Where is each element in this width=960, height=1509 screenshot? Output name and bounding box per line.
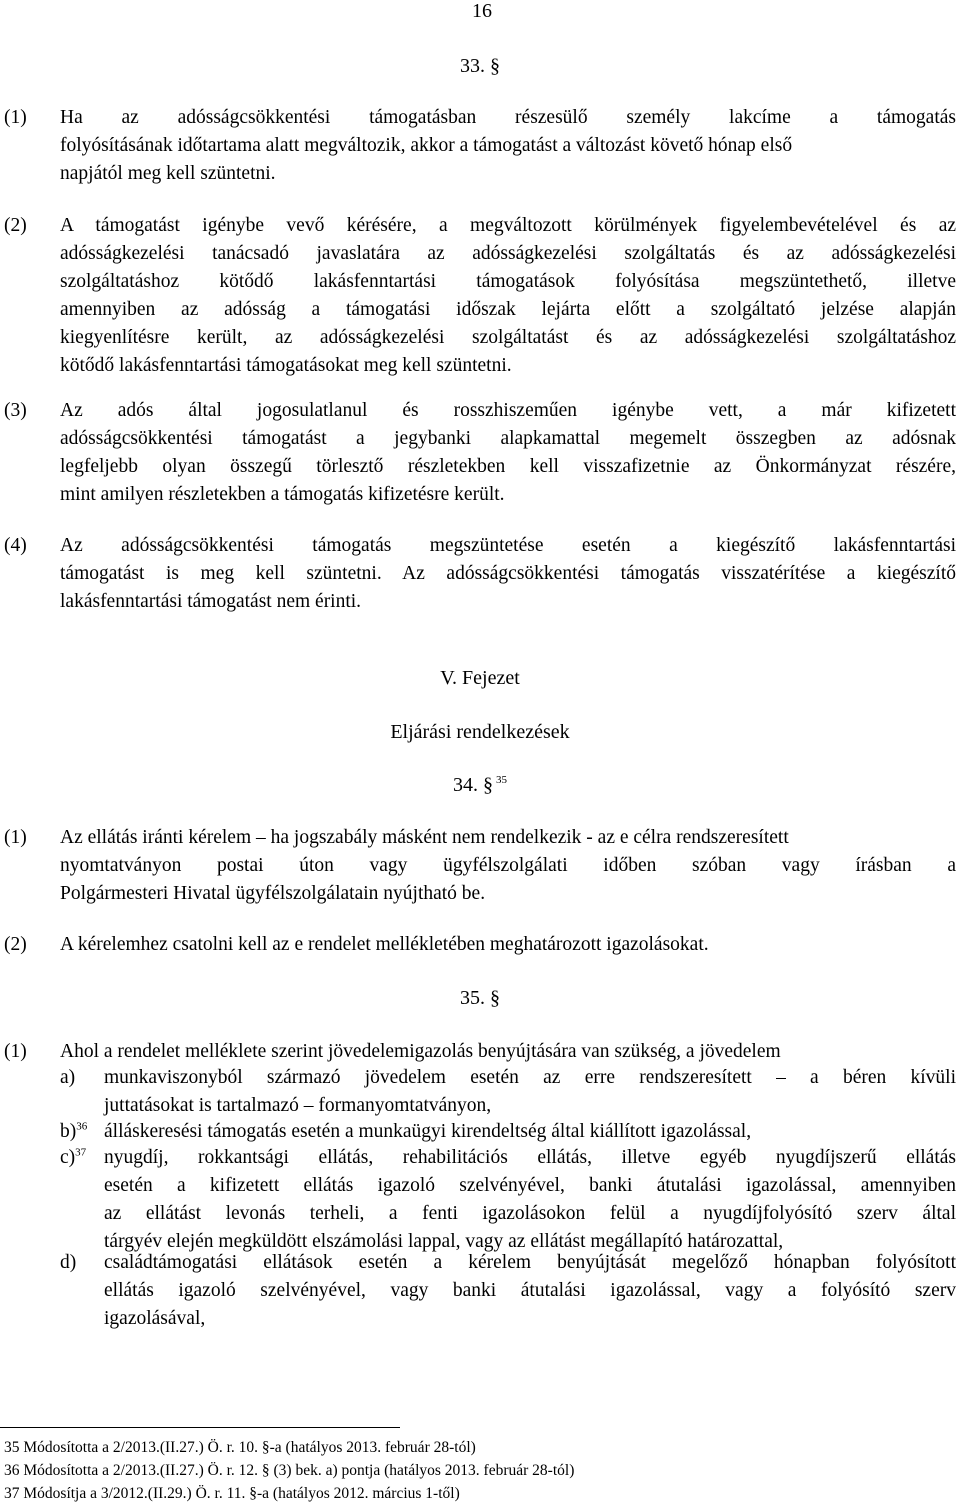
- list-item-label: [60, 1118, 87, 1146]
- paragraph-text: [60, 532, 956, 616]
- section-heading-35: 35. §: [460, 987, 500, 1009]
- text-line: nyugdíj, rokkantsági ellátás, rehabilitációs ellátás, illetve egyéb nyugdíjszerű ellátás: [104, 1147, 956, 1168]
- text-line: Ahol a rendelet melléklete szerint jövedelemigazolás benyújtására van szükség, a jövedelem: [60, 1041, 781, 1062]
- label-text: b): [60, 1121, 77, 1142]
- section-heading-text: 34. §: [453, 774, 493, 796]
- text-line: napjától meg kell szüntetni.: [60, 163, 276, 184]
- text-line: amennyiben az adósság a támogatási időszak lejárta előtt a szolgáltató jelzése alapján: [60, 299, 956, 320]
- paragraph-number: (2): [4, 934, 27, 955]
- list-item-label: [60, 1144, 86, 1172]
- footnote-37: 37 Módosítja a 3/2012.(II.29.) Ö. r. 11. §-a (hatályos 2012. március 1-től): [4, 1485, 460, 1502]
- paragraph-number: (1): [4, 827, 27, 848]
- text-line: nyomtatványon postai úton vagy ügyfélszolgálati időben szóban vagy írásban a: [60, 855, 956, 876]
- text-line: A kérelemhez csatolni kell az e rendelet mellékletében meghatározott igazolásokat.: [60, 934, 709, 955]
- paragraph-number: (3): [4, 400, 27, 421]
- list-item-text: [104, 1118, 956, 1146]
- paragraph-text: [60, 104, 956, 188]
- list-item-text: [104, 1144, 956, 1256]
- footnote-ref-35: 35: [496, 774, 507, 787]
- text-line: ellátás igazoló szelvényével, vagy banki átutalási igazolással, vagy a folyósító szerv: [104, 1280, 956, 1301]
- text-line: munkaviszonyból származó jövedelem esetén az erre rendszeresített – a béren kívüli: [104, 1067, 956, 1088]
- footnote-35: 35 Módosította a 2/2013.(II.27.) Ö. r. 10. §-a (hatályos 2013. február 28-tól): [4, 1439, 476, 1456]
- text-line: az ellátást levonás terheli, a fenti igazolásokon felül a nyugdíjfolyósító szerv által: [104, 1203, 956, 1224]
- chapter-title: Eljárási rendelkezések: [390, 721, 570, 743]
- text-line: tárgyév elején megküldött elszámolási lappal, vagy az ellátást megállapító határozattal,: [104, 1231, 784, 1252]
- text-line: Az adósságcsökkentési támogatás megszüntetése esetén a kiegészítő lakásfenntartási: [60, 535, 956, 556]
- section-heading-34: [0, 773, 960, 797]
- paragraph-number: (2): [4, 215, 27, 236]
- text-line: igazolásával,: [104, 1308, 206, 1329]
- footnote-separator: [0, 1427, 400, 1428]
- text-line: Az adós által jogosulatlanul és rosszhiszeműen igénybe vett, a már kifizetett: [60, 400, 956, 421]
- label-text: a): [60, 1067, 76, 1088]
- list-item-label: [60, 1064, 75, 1092]
- text-line: álláskeresési támogatás esetén a munkaügyi kirendeltség által kiállított igazolással,: [104, 1121, 752, 1142]
- section-heading-33: 33. §: [460, 55, 500, 77]
- paragraph-text: [60, 931, 956, 959]
- paragraph-text: [60, 397, 956, 509]
- text-line: folyósításának időtartama alatt megváltozik, akkor a támogatást a változást követő hónap első: [60, 135, 793, 156]
- paragraph-text: [60, 212, 956, 380]
- paragraph-number: (1): [4, 1041, 27, 1062]
- footnote-36: 36 Módosította a 2/2013.(II.27.) Ö. r. 12. § (3) bek. a) pontja (hatályos 2013. február 28-tól): [4, 1462, 575, 1479]
- text-line: A támogatást igénybe vevő kérésére, a megváltozott körülmények figyelembevételével és az: [60, 215, 956, 236]
- text-line: Az ellátás iránti kérelem – ha jogszabály másként nem rendelkezik - az e célra rendszeresített: [60, 827, 789, 848]
- page-number: 16: [472, 0, 492, 22]
- text-line: adósságcsökkentési támogatást a jegybanki alapkamattal megemelt összegben az adósnak: [60, 428, 956, 449]
- text-line: juttatásokat is tartalmazó – formanyomtatványon,: [104, 1095, 492, 1116]
- footnote-ref-36: 36: [76, 1120, 88, 1133]
- label-text: c): [60, 1147, 76, 1168]
- text-line: esetén a kifizetett ellátás igazoló szelvényével, banki átutalási igazolással, amennyiben: [104, 1175, 956, 1196]
- text-line: családtámogatási ellátások esetén a kérelem benyújtását megelőző hónapban folyósított: [104, 1252, 956, 1273]
- paragraph-text: [60, 1038, 956, 1066]
- list-item-text: [104, 1249, 956, 1333]
- list-item-text: [104, 1064, 956, 1120]
- text-line: mint amilyen részletekben a támogatás kifizetésre került.: [60, 484, 505, 505]
- text-line: Polgármesteri Hivatal ügyfélszolgálatain nyújtható be.: [60, 883, 486, 904]
- text-line: kötődő lakásfenntartási támogatásokat meg kell szüntetni.: [60, 355, 512, 376]
- text-line: adósságkezelési tanácsadó javaslatára az adósságkezelési szolgáltatás és az adósságkezelési: [60, 243, 956, 264]
- footnote-ref-37: 37: [75, 1146, 87, 1159]
- chapter-number: V. Fejezet: [440, 667, 520, 689]
- paragraph-text: [60, 824, 956, 908]
- text-line: kiegyenlítésre került, az adósságkezelési szolgáltatást és az adósságkezelési szolgáltatáshoz: [60, 327, 956, 348]
- text-line: lakásfenntartási támogatást nem érinti.: [60, 591, 362, 612]
- paragraph-number: (4): [4, 535, 27, 556]
- text-line: legfeljebb olyan összegű törlesztő részletekben kell visszafizetnie az Önkormányzat részére,: [60, 456, 956, 477]
- paragraph-number: (1): [4, 107, 27, 128]
- text-line: Ha az adósságcsökkentési támogatásban részesülő személy lakcíme a támogatás: [60, 107, 956, 128]
- text-line: szolgáltatáshoz kötődő lakásfenntartási támogatások folyósítása megszüntethető, illetve: [60, 271, 956, 292]
- text-line: támogatást is meg kell szüntetni. Az adósságcsökkentési támogatás visszatérítése a kiegészítő: [60, 563, 956, 584]
- list-item-label: [60, 1249, 76, 1277]
- label-text: d): [60, 1252, 77, 1273]
